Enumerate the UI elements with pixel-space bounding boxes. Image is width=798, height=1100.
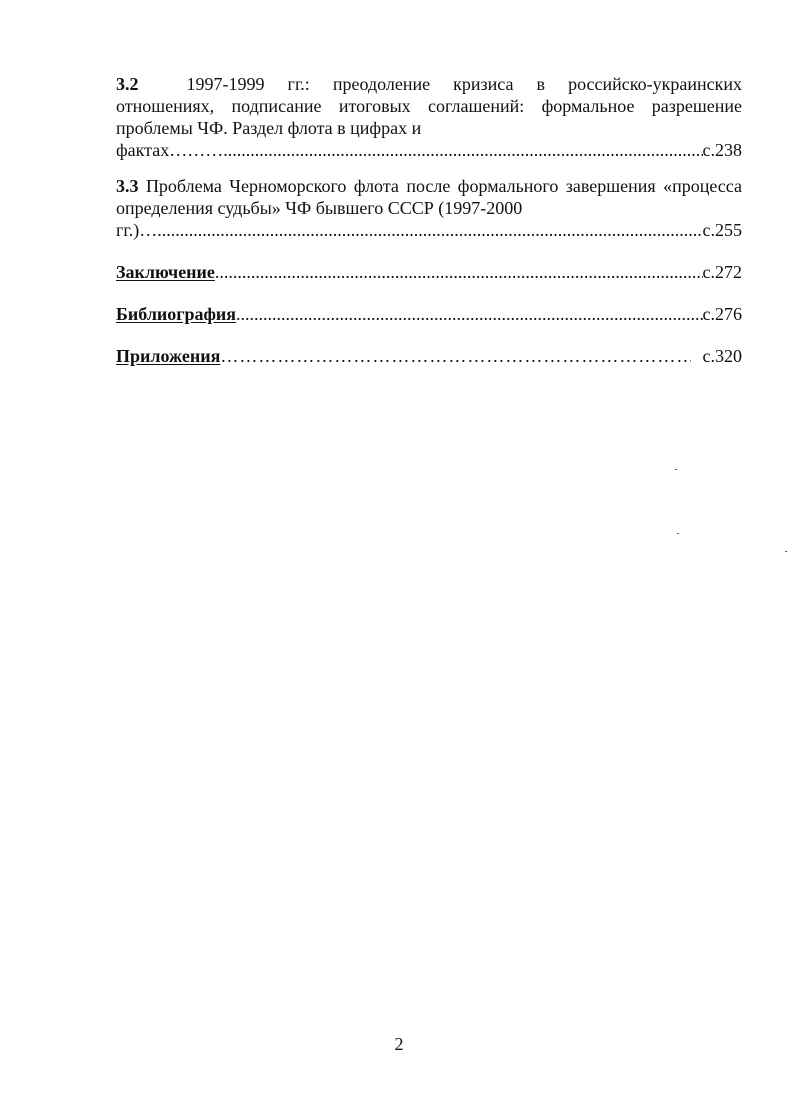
toc-section-title: Библиография (116, 304, 237, 324)
toc-entry-leader-line (116, 139, 742, 161)
toc-entry-title-tail: гг.)… (116, 220, 158, 240)
toc-entry-title: Проблема Черноморского флота после формального завершения «процесса определения судьбы» ЧФ бывшего СССР (1997-2000 (116, 176, 742, 218)
toc-section-conclusion (116, 261, 742, 283)
toc-section-appendices (116, 345, 742, 367)
toc-section-bibliography (116, 303, 742, 325)
dot-leader (215, 261, 703, 283)
dot-leader (157, 219, 702, 241)
toc-entry-number: 3.2 (116, 74, 139, 94)
dot-leader (220, 345, 690, 367)
toc-entry-title: 1997-1999 гг.: преодоление кризиса в российско-украинских отношениях, подписание итоговых соглашений: формальное разрешение проблемы ЧФ. Раздел флота в цифрах и (116, 74, 742, 138)
toc-section-page: с.276 (702, 304, 742, 324)
toc-section-title: Приложения (116, 346, 221, 366)
toc-section-title: Заключение (116, 262, 215, 282)
page-number: 2 (394, 1034, 404, 1054)
dot-leader (236, 303, 702, 325)
toc-section-page: с.272 (702, 262, 742, 282)
toc-entry-page: с.255 (702, 220, 742, 240)
toc-entry-page: с.238 (702, 140, 742, 160)
dot-leader (223, 139, 702, 161)
toc-entry-title-tail: фактах……… (116, 140, 224, 160)
toc-entry-number: 3.3 (116, 176, 139, 196)
toc-entry-text (116, 73, 742, 139)
toc-entry-text (116, 175, 742, 219)
toc-section-page: с.320 (702, 346, 742, 366)
toc-entry-3-2 (116, 73, 742, 161)
toc-entry-3-3 (116, 175, 742, 241)
table-of-contents (116, 73, 742, 367)
toc-entry-leader-line (116, 219, 742, 241)
